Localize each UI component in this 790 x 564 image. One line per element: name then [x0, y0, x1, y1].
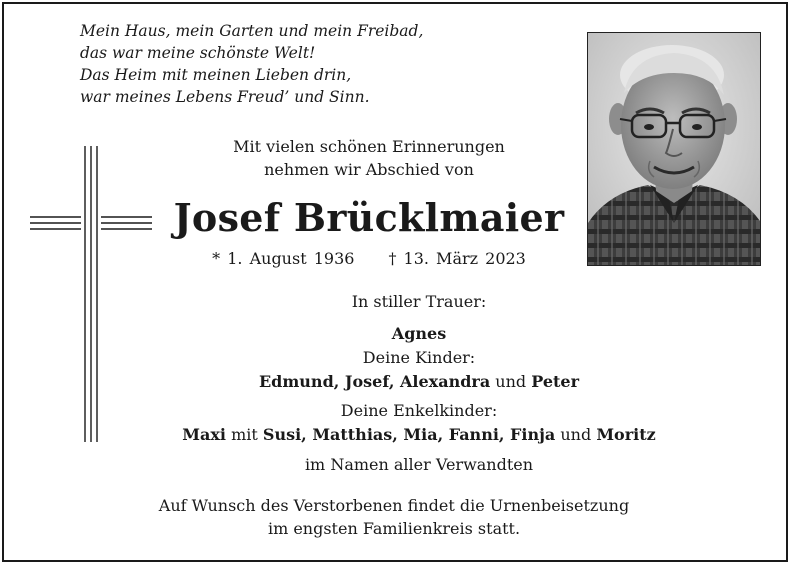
- grandchildren-list: Susi, Matthias, Mia, Fanni, Finja: [262, 425, 556, 444]
- poem-line: war meines Lebens Freud’ und Sinn.: [80, 88, 370, 106]
- poem-line: Mein Haus, mein Garten und mein Freibad,: [80, 22, 424, 40]
- conjunction: und: [560, 425, 592, 444]
- preposition: mit: [231, 425, 258, 444]
- poem: [80, 20, 423, 108]
- obituary-frame: [2, 2, 788, 562]
- deceased-name: Josef Brücklmaier: [173, 195, 565, 240]
- child-name: Peter: [531, 372, 580, 391]
- grandchild-name: Maxi: [182, 425, 226, 444]
- closing-text: [44, 494, 744, 540]
- intro-line: nehmen wir Abschied von: [264, 160, 474, 179]
- intro-line: Mit vielen schönen Erinnerungen: [233, 137, 505, 156]
- death-date: † 13. März 2023: [388, 249, 526, 268]
- conjunction: und: [495, 372, 527, 391]
- poem-line: das war meine schönste Welt!: [80, 44, 316, 62]
- children-names: [124, 371, 714, 393]
- intro-text: [174, 135, 564, 181]
- children-label: Deine Kinder:: [362, 348, 476, 367]
- spouse-name: Agnes: [391, 324, 447, 343]
- closing-line: im engsten Familienkreis statt.: [267, 519, 521, 538]
- relatives-line: im Namen aller Verwandten: [304, 455, 534, 474]
- mourning-heading: In stiller Trauer:: [351, 292, 487, 311]
- closing-line: Auf Wunsch des Verstorbenen findet die Urnenbeisetzung: [158, 496, 630, 515]
- children-list: Edmund, Josef, Alexandra: [258, 372, 491, 391]
- birth-date: * 1. August 1936: [212, 249, 355, 268]
- portrait-photo: [587, 32, 761, 266]
- grandchild-name: Moritz: [596, 425, 656, 444]
- grandchildren-names: [124, 424, 714, 446]
- poem-line: Das Heim mit meinen Lieben drin,: [80, 66, 352, 84]
- grandchildren-label: Deine Enkelkinder:: [340, 401, 498, 420]
- life-dates: [174, 248, 564, 270]
